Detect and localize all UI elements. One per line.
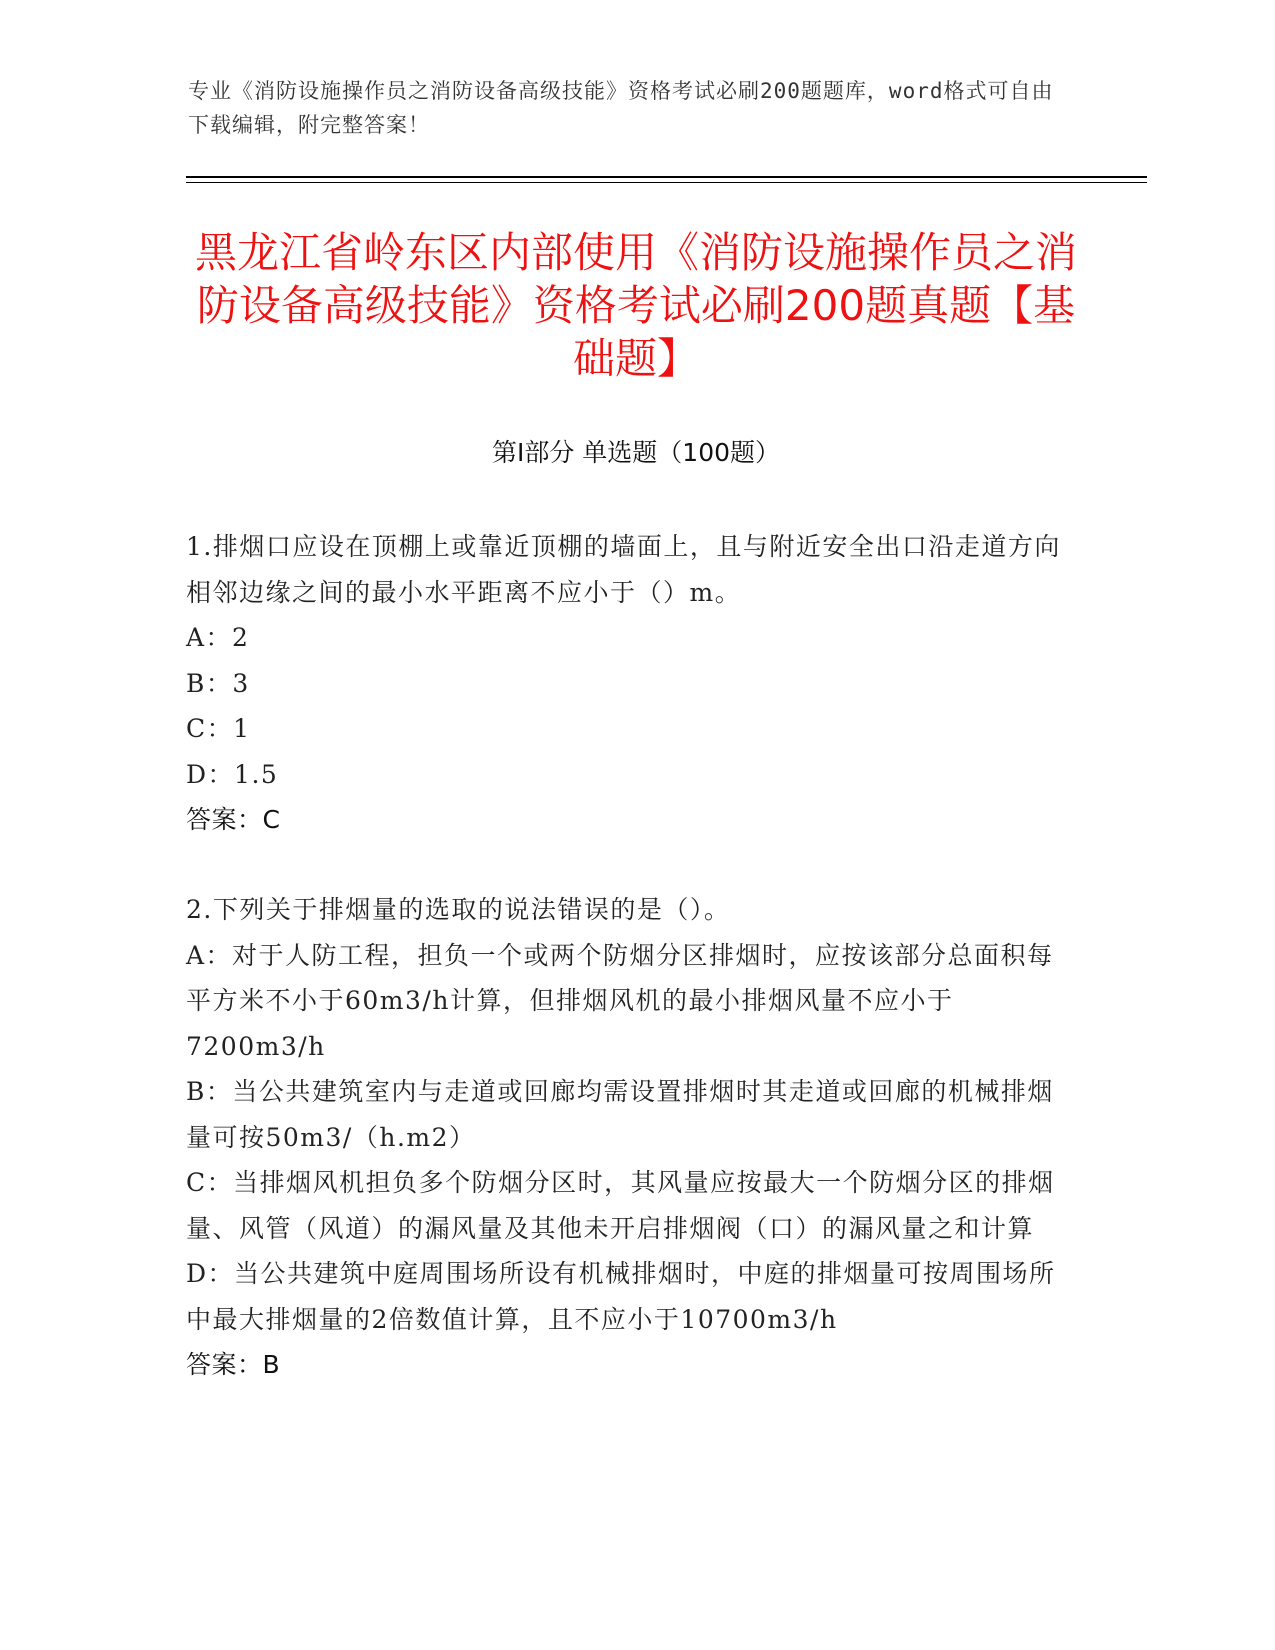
option-b: B：当公共建筑室内与走道或回廊均需设置排烟时其走道或回廊的机械排烟量可按50m3/（h.m2） — [186, 1077, 1054, 1152]
option-a: A：2 — [186, 623, 250, 652]
header-divider-thick — [186, 176, 1147, 178]
option-c: C：1 — [186, 714, 251, 743]
option-b: B：3 — [186, 668, 250, 698]
question-stem: 1.排烟口应设在顶棚上或靠近顶棚的墙面上，且与附近安全出口沿走道方向相邻边缘之间的最小水平距离不应小于（）m。 — [186, 532, 1061, 607]
answer: 答案：B — [186, 1350, 281, 1379]
section-heading: 第Ⅰ部分 单选题（100题） — [491, 438, 781, 467]
question-2 — [186, 887, 1066, 1388]
option-c: C：当排烟风机担负多个防烟分区时，其风量应按最大一个防烟分区的排烟量、风管（风道）的漏风量及其他未开启排烟阀（口）的漏风量之和计算 — [186, 1168, 1055, 1243]
option-d: D：1.5 — [186, 759, 279, 789]
option-d: D：当公共建筑中庭周围场所设有机械排烟时，中庭的排烟量可按周围场所中最大排烟量的2倍数值计算，且不应小于10700m3/h — [186, 1259, 1056, 1334]
document-title: 黑龙江省岭东区内部使用《消防设施操作员之消防设备高级技能》资格考试必刷200题真题【基础题】 — [194, 228, 1077, 383]
option-a: A：对于人防工程，担负一个或两个防烟分区排烟时，应按该部分总面积每平方米不小于60m3/h计算，但排烟风机的最小排烟风量不应小于7200m3/h — [186, 940, 1054, 1061]
answer: 答案：C — [186, 805, 281, 834]
question-1 — [186, 524, 1066, 843]
header-divider-thin — [186, 182, 1147, 183]
header-note: 专业《消防设施操作员之消防设备高级技能》资格考试必刷200题题库，word格式可自由下载编辑，附完整答案！ — [188, 79, 1054, 137]
question-stem: 2.下列关于排烟量的选取的说法错误的是（）。 — [186, 895, 731, 924]
